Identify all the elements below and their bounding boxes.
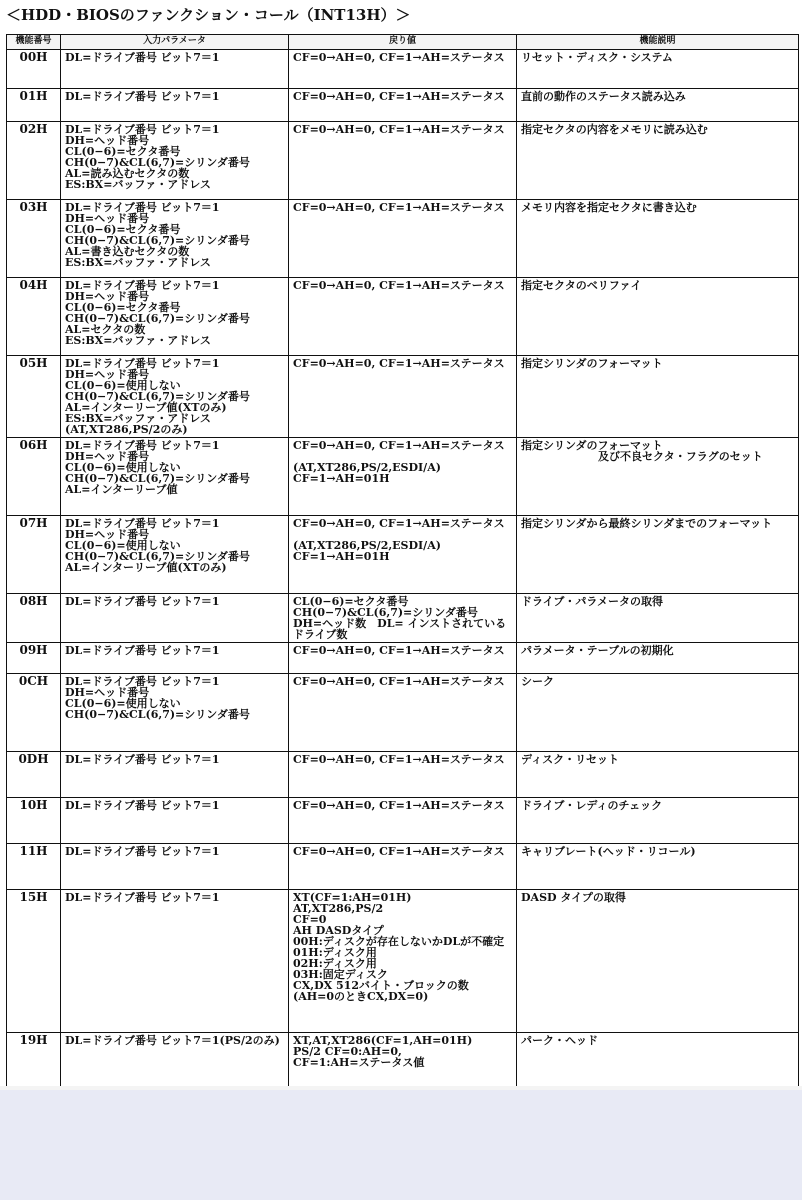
function-code-cell: 07H — [7, 516, 61, 594]
table-row — [7, 89, 799, 122]
table-row — [7, 890, 799, 1033]
description-cell: ドライブ・パラメータの取得 — [517, 594, 799, 643]
table-row — [7, 844, 799, 890]
return-value-cell: XT,AT,XT286(CF=1,AH=01H) PS/2 CF=0:AH=0, CF=1:AH=ステータス値 — [289, 1033, 517, 1095]
input-parameters-cell: DL=ドライブ番号 ビット7＝1 — [61, 89, 289, 122]
return-value-cell: CF=0→AH=0, CF=1→AH=ステータス — [289, 89, 517, 122]
table-row — [7, 50, 799, 89]
return-value-cell: CF=0→AH=0, CF=1→AH=ステータス — [289, 278, 517, 356]
table-row — [7, 674, 799, 752]
return-value-cell: CF=0→AH=0, CF=1→AH=ステータス — [289, 798, 517, 844]
return-value-cell: XT(CF=1:AH=01H) AT,XT286,PS/2 CF=0 AH DASDタイプ 00H:ディスクが存在しないかDLが不確定 01H:ディスク用 02H:ディスク用 03H:固定ディスク CX,DX 512バイト・ブロックの数 (AH=0のときCX,DX=0) — [289, 890, 517, 1033]
input-parameters-cell: DL=ドライブ番号 ビット7＝1 DH=ヘッド番号 CL(0−6)=セクタ番号 CH(0−7)&CL(6,7)=シリンダ番号 AL=セクタの数 ES:BX=バッファ・アドレス — [61, 278, 289, 356]
input-parameters-cell: DL=ドライブ番号 ビット7＝1 DH=ヘッド番号 CL(0−6)=使用しない CH(0−7)&CL(6,7)=シリンダ番号 AL=インターリーブ値 — [61, 438, 289, 516]
return-value-cell: CF=0→AH=0, CF=1→AH=ステータス — [289, 356, 517, 438]
input-parameters-cell: DL=ドライブ番号 ビット7＝1 — [61, 844, 289, 890]
input-parameters-cell: DL=ドライブ番号 ビット7＝1 — [61, 890, 289, 1033]
table-row — [7, 798, 799, 844]
header-description: 機能説明 — [517, 35, 799, 50]
document-title: ＜HDD・BIOSのファンクション・コール（INT13H）＞ — [6, 6, 411, 24]
table-row — [7, 594, 799, 643]
description-cell: 指定シリンダのフォーマット — [517, 356, 799, 438]
table-row — [7, 438, 799, 516]
function-code-cell: 04H — [7, 278, 61, 356]
table-row — [7, 122, 799, 200]
description-cell: 指定シリンダのフォーマット 及び不良セクタ・フラグのセット — [517, 438, 799, 516]
input-parameters-cell: DL=ドライブ番号 ビット7＝1 DH=ヘッド番号 CL(0−6)=セクタ番号 CH(0−7)&CL(6,7)=シリンダ番号 AL=読み込むセクタの数 ES:BX=バッファ・アドレス — [61, 122, 289, 200]
function-code-cell: 0DH — [7, 752, 61, 798]
function-code-cell: 0CH — [7, 674, 61, 752]
description-cell: ドライブ・レディのチェック — [517, 798, 799, 844]
function-code-cell: 01H — [7, 89, 61, 122]
return-value-cell: CF=0→AH=0, CF=1→AH=ステータス — [289, 674, 517, 752]
input-parameters-cell: DL=ドライブ番号 ビット7＝1 DH=ヘッド番号 CL(0−6)=使用しない CH(0−7)&CL(6,7)=シリンダ番号 — [61, 674, 289, 752]
input-parameters-cell: DL=ドライブ番号 ビット7＝1 DH=ヘッド番号 CL(0−6)=使用しない CH(0−7)&CL(6,7)=シリンダ番号 AL=インターリーブ値(XTのみ) — [61, 516, 289, 594]
table-row — [7, 752, 799, 798]
function-code-cell: 09H — [7, 643, 61, 674]
return-value-cell: CF=0→AH=0, CF=1→AH=ステータス — [289, 752, 517, 798]
description-cell: パーク・ヘッド — [517, 1033, 799, 1095]
return-value-cell: CF=0→AH=0, CF=1→AH=ステータス — [289, 200, 517, 278]
return-value-cell: CL(0−6)=セクタ番号 CH(0−7)&CL(6,7)=シリンダ番号 DH=ヘッド数 DL= インストされているドライブ数 — [289, 594, 517, 643]
function-code-cell: 08H — [7, 594, 61, 643]
function-code-cell: 02H — [7, 122, 61, 200]
return-value-cell: CF=0→AH=0, CF=1→AH=ステータス (AT,XT286,PS/2,ESDI/A) CF=1→AH=01H — [289, 438, 517, 516]
table-row — [7, 200, 799, 278]
input-parameters-cell: DL=ドライブ番号 ビット7＝1(PS/2のみ) — [61, 1033, 289, 1095]
function-code-cell: 10H — [7, 798, 61, 844]
return-value-cell: CF=0→AH=0, CF=1→AH=ステータス — [289, 844, 517, 890]
return-value-cell: CF=0→AH=0, CF=1→AH=ステータス (AT,XT286,PS/2,ESDI/A) CF=1→AH=01H — [289, 516, 517, 594]
header-return-value: 戻り値 — [289, 35, 517, 50]
function-table — [6, 34, 799, 1095]
function-code-cell: 15H — [7, 890, 61, 1033]
input-parameters-cell: DL=ドライブ番号 ビット7＝1 DH=ヘッド番号 CL(0−6)=使用しない CH(0−7)&CL(6,7)=シリンダ番号 AL=インターリーブ値(XTのみ) ES:BX=バッファ・アドレス(AT,XT286,PS/2のみ) — [61, 356, 289, 438]
page-bottom-background — [0, 1090, 802, 1200]
table-row — [7, 278, 799, 356]
input-parameters-cell: DL=ドライブ番号 ビット7＝1 — [61, 594, 289, 643]
description-cell: キャリブレート(ヘッド・リコール) — [517, 844, 799, 890]
description-cell: 指定シリンダから最終シリンダまでのフォーマット — [517, 516, 799, 594]
table-header-row — [7, 35, 799, 50]
return-value-cell: CF=0→AH=0, CF=1→AH=ステータス — [289, 643, 517, 674]
table-row — [7, 643, 799, 674]
description-cell: 指定セクタの内容をメモリに読み込む — [517, 122, 799, 200]
header-input-parameters: 入力パラメータ — [61, 35, 289, 50]
description-cell: ディスク・リセット — [517, 752, 799, 798]
return-value-cell: CF=0→AH=0, CF=1→AH=ステータス — [289, 50, 517, 89]
description-cell: DASD タイプの取得 — [517, 890, 799, 1033]
function-code-cell: 00H — [7, 50, 61, 89]
table-row — [7, 516, 799, 594]
description-cell: パラメータ・テーブルの初期化 — [517, 643, 799, 674]
description-cell: 直前の動作のステータス読み込み — [517, 89, 799, 122]
return-value-cell: CF=0→AH=0, CF=1→AH=ステータス — [289, 122, 517, 200]
function-code-cell: 06H — [7, 438, 61, 516]
input-parameters-cell: DL=ドライブ番号 ビット7＝1 DH=ヘッド番号 CL(0−6)=セクタ番号 CH(0−7)&CL(6,7)=シリンダ番号 AL=書き込むセクタの数 ES:BX=バッファ・アドレス — [61, 200, 289, 278]
input-parameters-cell: DL=ドライブ番号 ビット7＝1 — [61, 798, 289, 844]
function-code-cell: 19H — [7, 1033, 61, 1095]
input-parameters-cell: DL=ドライブ番号 ビット7＝1 — [61, 643, 289, 674]
function-code-cell: 05H — [7, 356, 61, 438]
description-cell: 指定セクタのベリファイ — [517, 278, 799, 356]
header-function-number: 機能番号 — [7, 35, 61, 50]
input-parameters-cell: DL=ドライブ番号 ビット7＝1 — [61, 752, 289, 798]
description-cell: リセット・ディスク・システム — [517, 50, 799, 89]
table-row — [7, 356, 799, 438]
function-code-cell: 11H — [7, 844, 61, 890]
input-parameters-cell: DL=ドライブ番号 ビット7＝1 — [61, 50, 289, 89]
function-code-cell: 03H — [7, 200, 61, 278]
description-cell: メモリ内容を指定セクタに書き込む — [517, 200, 799, 278]
description-cell: シーク — [517, 674, 799, 752]
